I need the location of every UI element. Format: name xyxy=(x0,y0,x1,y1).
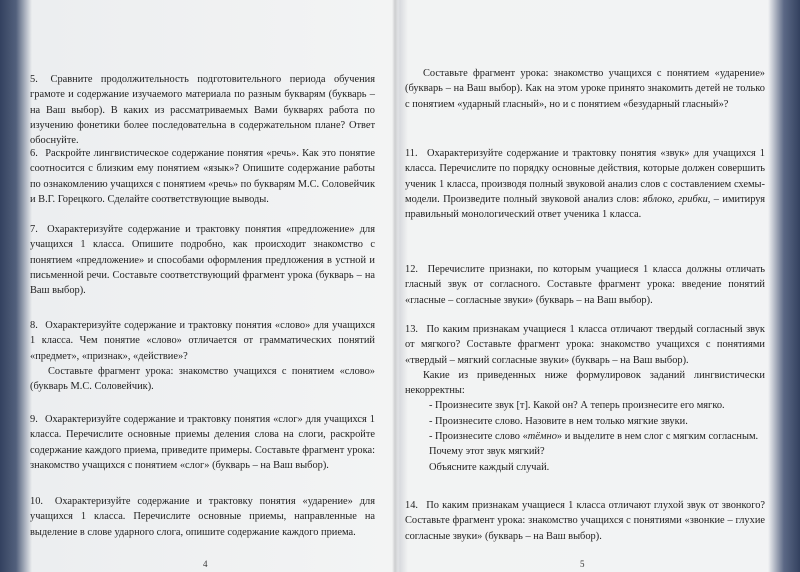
question-number: 5. xyxy=(30,74,38,85)
question-7 xyxy=(30,222,375,298)
question-number: 11. xyxy=(405,148,418,159)
continuation-text: Составьте фрагмент урока: знакомство учащихся с понятием «ударение» (букварь – на Ваш выбор). Как на этом уроке принято знакомить детей не только с понятием «ударный гласный», но и с понятием «безударный гласный»? xyxy=(405,68,765,110)
question-6 xyxy=(30,146,375,207)
question-number: 12. xyxy=(405,264,418,275)
question-14 xyxy=(405,498,765,544)
question-text: Охарактеризуйте содержание и трактовку понятия «слово» для учащихся 1 класса. Чем понятие «слово» отличается от грамматических понятий «предмет», «признак», «действие»? xyxy=(30,320,375,362)
question-text: Охарактеризуйте содержание и трактовку понятия «ударение» для учащихся 1 класса. Перечислите основные приемы, направленные на выделение в слове ударного слога, опишите содержание каждого приема. xyxy=(30,496,375,538)
page-number: 5 xyxy=(580,559,585,569)
question-12 xyxy=(405,262,765,308)
example-words: яблоко, грибки, xyxy=(642,193,711,205)
question-text: Раскройте лингвистическое содержание понятия «речь». Как это понятие соотносится с близким ему понятием «язык»? Опишите содержание работы по ознакомлению учащихся с понятием «речь» по букварям М.С. Соловейчик и В.Г. Горецкого. Сделайте соответствующие выводы. xyxy=(30,148,375,205)
question-number: 10. xyxy=(30,496,43,507)
question-9 xyxy=(30,412,375,473)
question-text: Сравните продолжительность подготовительного периода обучения грамоте и содержание изучаемого материала по разным букварям (букварь – на Ваш выбор). В каких из рассматриваемых Вами букварях работа по изучению фонетики более последовательна в содержательном плане? Ответ обоснуйте. xyxy=(30,74,375,147)
page-number: 4 xyxy=(203,559,208,569)
task-line-2: - Произнесите слово. Назовите в нем только мягкие звуки. xyxy=(429,415,688,427)
question-text-tail: – имитируя правильный монологический ответ ученика 1 класса. xyxy=(405,193,765,221)
task-line-3: - Произнесите слово «тёмно» и выделите в нем слог с мягким согласным. xyxy=(429,431,759,443)
task-line-1: - Произнесите звук [т]. Какой он? А теперь произнесите его мягко. xyxy=(429,400,725,412)
question-extra: Какие из приведенных ниже формулировок заданий лингвистически некорректны: xyxy=(405,369,765,397)
question-5 xyxy=(30,72,375,148)
book-fold xyxy=(392,0,398,572)
question-11 xyxy=(405,146,765,222)
question-8 xyxy=(30,318,375,394)
question-number: 9. xyxy=(30,414,38,425)
question-number: 6. xyxy=(30,148,38,159)
question-13 xyxy=(405,322,765,475)
task-line-4: Почему этот звук мягкий? xyxy=(429,446,545,458)
question-number: 14. xyxy=(405,500,418,511)
question-number: 13. xyxy=(405,324,418,335)
question-text: Охарактеризуйте содержание и трактовку понятия «звук» для учащихся 1 класса. Перечислите по порядку основные действия, которые должен совершить ученик 1 класса, производя полный звуковой анализ слов с составлением схемы-модели. Произведите полный звуковой анализ слов: xyxy=(405,148,765,205)
question-10-continuation xyxy=(405,66,765,112)
question-text: Охарактеризуйте содержание и трактовку понятия «слог» для учащихся 1 класса. Перечислите основные приемы деления слова на слоги, раскройте содержание каждого приема, приведите примеры. Составьте фрагмент урока: знакомство учащихся с понятием «слог» (букварь – на Ваш выбор). xyxy=(30,414,375,471)
task-line-5: Объясните каждый случай. xyxy=(429,461,550,473)
question-number: 7. xyxy=(30,224,38,235)
question-10 xyxy=(30,494,375,540)
right-page xyxy=(405,0,765,572)
question-extra: Составьте фрагмент урока: знакомство учащихся с понятием «слово» (букварь М.С. Соловейчик). xyxy=(30,365,375,393)
task-word: тёмно xyxy=(527,431,557,443)
left-page xyxy=(30,0,375,572)
question-text: Охарактеризуйте содержание и трактовку понятия «предложение» для учащихся 1 класса. Опишите подробно, как происходит знакомство с понятием «предложение» и способами оформления предложения в устной и письменной речи. Составьте соответствующий фрагмент урока (букварь – на Ваш выбор). xyxy=(30,224,375,297)
question-text: Перечислите признаки, по которым учащиеся 1 класса должны отличать гласный звук от согласного. Составьте фрагмент урока: введение понятий «гласные – согласные звуки» (букварь – на Ваш выбор). xyxy=(405,264,765,306)
question-number: 8. xyxy=(30,320,38,331)
question-text: По каким признакам учащиеся 1 класса отличают глухой звук от звонкого? Составьте фрагмент урока: знакомство учащихся с понятиями «звонкие – глухие согласные звуки» (букварь – на Ваш выбор). xyxy=(405,500,765,542)
question-text: По каким признакам учащиеся 1 класса отличают твердый согласный звук от мягкого? Составьте фрагмент урока: знакомство учащихся с понятиями «твердый – мягкий согласные звуки» (букварь – на Ваш выбор). xyxy=(405,324,765,366)
